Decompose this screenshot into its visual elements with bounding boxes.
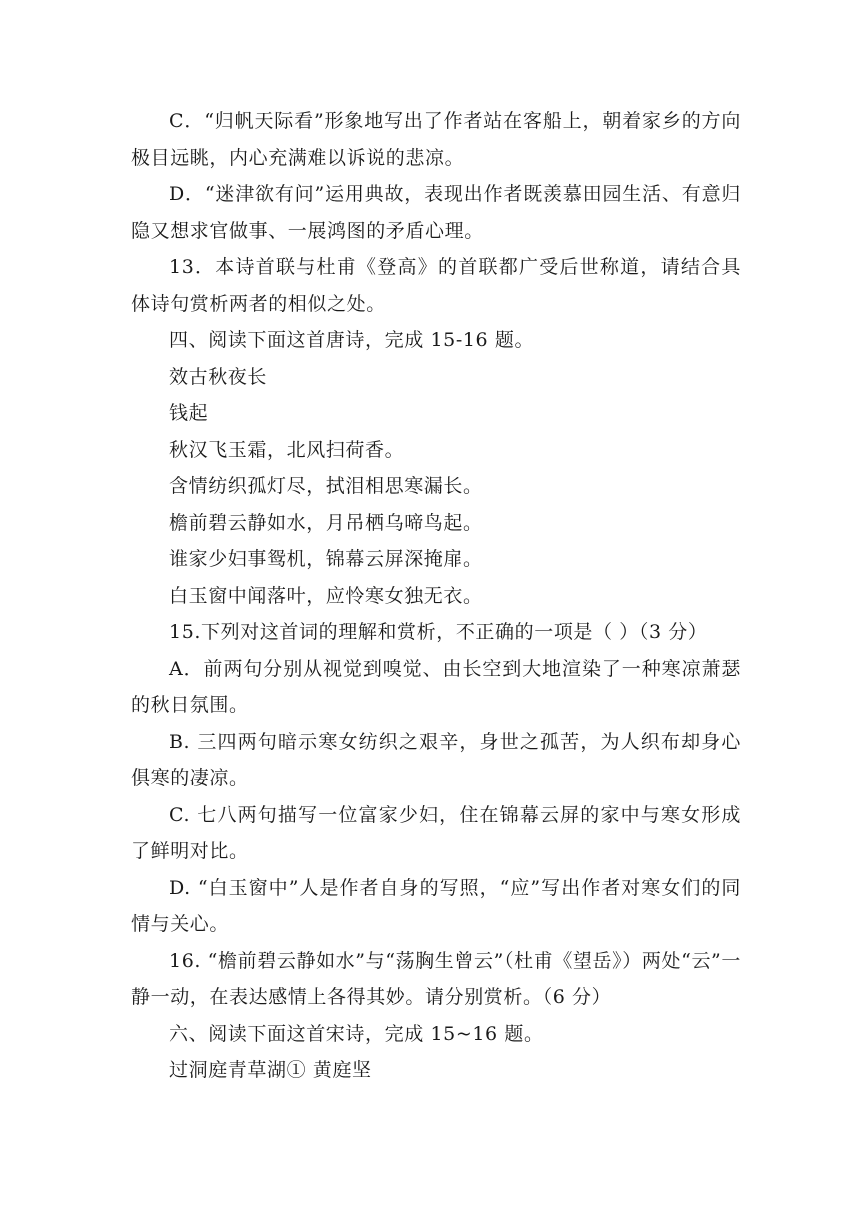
option-d2-paragraph: D. “白玉窗中”人是作者自身的写照，“应”写出作者对寒女们的同情与关心。 (131, 876, 741, 935)
poem-line-2: 含情纺织孤灯尽，拭泪相思寒漏长。 (169, 475, 483, 497)
section-six-heading: 六、阅读下面这首宋诗，完成 15~16 题。 (169, 1022, 544, 1045)
poem-title: 效古秋夜长 (169, 365, 268, 388)
poem-line-5: 白玉窗中闻落叶，应怜寒女独无衣。 (169, 584, 483, 607)
option-c2-paragraph: C. 七八两句描写一位富家少妇，住在锦幕云屏的家中与寒女形成了鲜明对比。 (131, 803, 741, 862)
poem-line-4: 谁家少妇事鸳机，锦幕云屏深掩扉。 (169, 548, 483, 570)
document-body (131, 103, 741, 1089)
song-poem-title: 过洞庭青草湖① 黄庭坚 (169, 1059, 372, 1081)
option-d-paragraph: D．“迷津欲有问”运用典故，表现出作者既羡慕田园生活、有意归隐又想求官做事、一展鸿图的矛盾心理。 (131, 183, 741, 242)
question-16: 16. “檐前碧云静如水”与“荡胸生曾云”（杜甫《望岳》）两处“云”一静一动，在表达感情上各得其妙。请分别赏析。（6 分） (131, 949, 741, 1008)
poem-line-1: 秋汉飞玉霜，北风扫荷香。 (169, 438, 405, 461)
poem-author: 钱起 (169, 402, 209, 424)
section-four-heading: 四、阅读下面这首唐诗，完成 15-16 题。 (169, 329, 535, 351)
option-a-paragraph: A．前两句分别从视觉到嗅觉、由长空到大地渲染了一种寒凉萧瑟的秋日氛围。 (131, 657, 741, 716)
poem-line-3: 檐前碧云静如水，月吊栖乌啼鸟起。 (169, 511, 483, 534)
question-13: 13．本诗首联与杜甫《登高》的首联都广受后世称道，请结合具体诗句赏析两者的相似之处。 (131, 256, 741, 315)
option-c-paragraph: C．“归帆天际看”形象地写出了作者站在客船上，朝着家乡的方向极目远眺，内心充满难以诉说的悲凉。 (131, 110, 741, 169)
question-15: 15.下列对这首词的理解和赏析，不正确的一项是（ ）（3 分） (169, 621, 708, 643)
option-b-paragraph: B. 三四两句暗示寒女纺织之艰辛，身世之孤苦，为人织布却身心俱寒的凄凉。 (131, 730, 741, 789)
